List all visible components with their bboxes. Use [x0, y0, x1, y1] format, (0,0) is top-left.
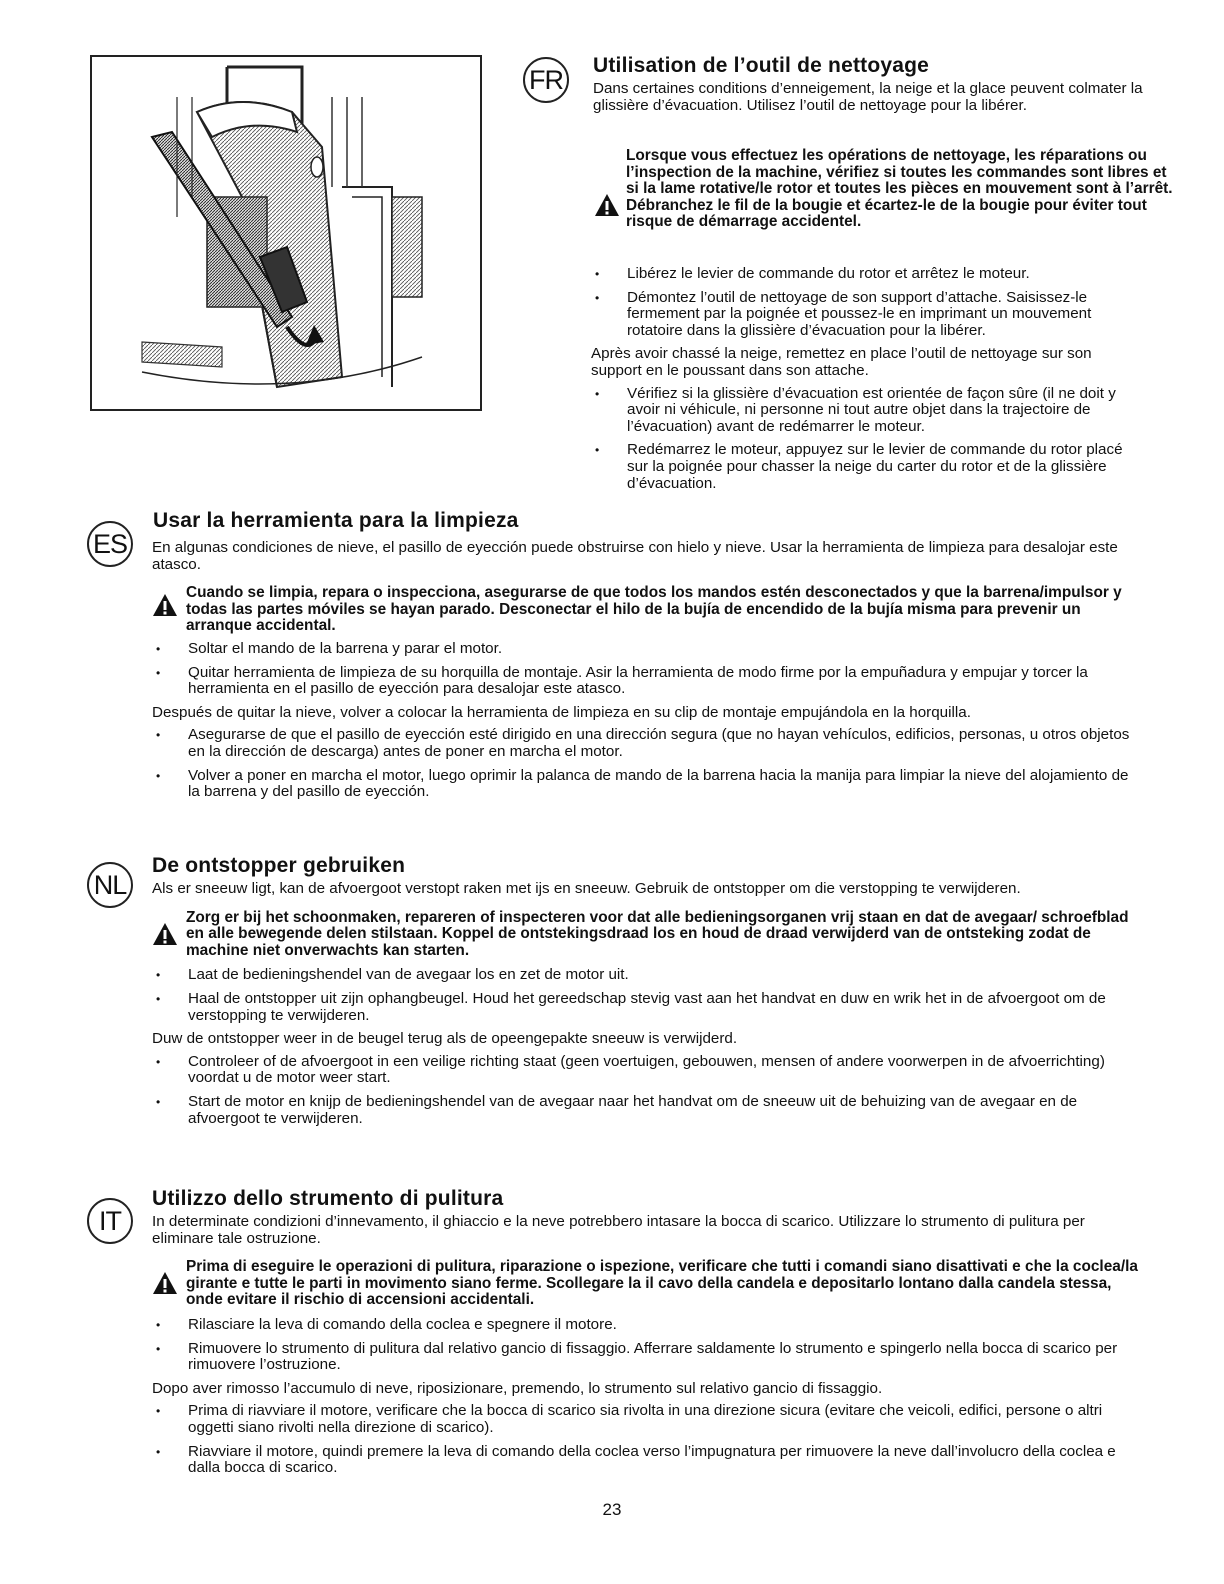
page-number: 23 — [602, 1500, 622, 1519]
list-item-text: Start de motor en knijp de bedieningshendel van de avegaar naar het handvat om de sneeuw uit de behuizing van de avegaar en de afvoergoot te verwijderen. — [188, 1092, 1078, 1127]
list-item: • Haal de ontstopper uit zijn ophangbeugel. Houd het gereedschap stevig vast aan het handvat en duw en wrik het in de afvoergoot om de verstopping te verwijderen. — [156, 989, 1106, 1024]
list-item-text: Laat de bedieningshendel van de avegaar los en zet de motor uit. — [188, 966, 629, 984]
list-item-text: Quitar herramienta de limpieza de su horquilla de montaje. Asir la herramienta de modo firme por la empuñadura y empujar y torcer la herramienta en el pasillo de eyección para desalojar este atasco. — [188, 663, 1088, 698]
section-title: Usar la herramienta para la limpieza — [153, 509, 519, 532]
section-middle: Duw de ontstopper weer in de beugel terug als de opeengepakte sneeuw is verwijderd. — [152, 1030, 738, 1048]
warning-icon — [152, 593, 178, 617]
warning-text: Lorsque vous effectuez les opérations de nettoyage, les réparations ou l’inspection de la machine, vérifiez si toutes les commandes sont libres et si la lame rotative/le rotor et toutes les pièces en mouvement sont à l’arrêt. Débranchez le fil de la bougie et écartez-le de la bougie pour éviter tout risque de démarrage accidentel. — [626, 147, 1173, 231]
section-fr — [593, 54, 1153, 114]
section-title: Utilisation de l’outil de nettoyage — [593, 54, 930, 77]
list-item: • Vérifiez si la glissière d’évacuation est orientée de façon sûre (il ne doit y avoir ni véhicule, ni personne ni tout autre objet dans la trajectoire de l’évacuation) avant de redémarrer le moteur. — [595, 384, 1116, 435]
list-item-text: Riavviare il motore, quindi premere la leva di comando della coclea verso l’impugnatura per rimuovere la neve dall’involucro della coclea e dalla bocca di scarico. — [188, 1442, 1116, 1477]
warning-text: Prima di eseguire le operazioni di pulitura, riparazione o ispezione, verificare che tutti i comandi siano disattivati e che la coclea/la girante e tutte le parti in movimento siano ferme. Scollegare la il cavo della candela e depositarlo lontano dalla candela stessa, onde evitare il rischio di accensioni accidentali. — [186, 1258, 1138, 1309]
list-item: • Redémarrez le moteur, appuyez sur le levier de commande du rotor placé sur la poignée pour chasser la neige du carter du rotor et de la glissière d’évacuation. — [595, 441, 1123, 492]
section-es — [152, 540, 1144, 808]
language-badge-it — [87, 1198, 133, 1244]
list-item: • Démontez l’outil de nettoyage de son support d’attache. Saisissez-le fermement par la poignée et poussez-le en imprimant un mouvement rotatoire dans la glissière d’évacuation pour la libérer. — [595, 288, 1092, 339]
snow-thrower-chute-drawing — [92, 57, 480, 409]
list-item-text: Volver a poner en marcha el motor, luego oprimir la palanca de mando de la barrena hacia la manija para limpiar la nieve del alojamiento de la barrena y del pasillo de eyección. — [188, 766, 1129, 801]
list-item: • Soltar el mando de la barrena y parar el motor. — [156, 639, 503, 657]
section-intro: En algunas condiciones de nieve, el pasillo de eyección puede obstruirse con hielo y nieve. Usar la herramienta de limpieza para desalojar este atasco. — [152, 539, 1118, 573]
language-badge-nl — [87, 862, 133, 908]
language-badge-es — [87, 521, 133, 567]
warning-text: Zorg er bij het schoonmaken, repareren of inspecteren voor dat alle bedieningsorganen vrij staan en dat de avegaar/ schroefblad en alle bewegende delen stilstaan. Koppel de ontstekingsdraad los en houd de draad verwijderd van de ontsteking zodat de machine niet onverwachts kan starten. — [186, 908, 1129, 959]
section-title: Utilizzo dello strumento di pulitura — [152, 1187, 504, 1210]
list-item: • Quitar herramienta de limpieza de su horquilla de montaje. Asir la herramienta de modo firme por la empuñadura y empujar y torcer la herramienta en el pasillo de eyección para desalojar este atasco. — [156, 663, 1088, 698]
list-item-text: Libérez le levier de commande du rotor et arrêtez le moteur. — [627, 265, 1030, 282]
list-item: • Controleer of de afvoergoot in een veilige richting staat (geen voertuigen, gebouwen, mensen of andere voorwerpen in de afvoerrichting) voordat u de motor weer start. — [156, 1052, 1105, 1087]
section-middle: Después de quitar la nieve, volver a colocar la herramienta de limpieza en su clip de montaje empujándola en la horquilla. — [152, 703, 971, 721]
warning-it — [152, 1259, 1144, 1309]
warning-icon — [152, 1271, 178, 1295]
list-item-text: Rimuovere lo strumento di pulitura dal relativo gancio di fissaggio. Afferrare saldamente lo strumento e spingerlo nella bocca di scarico per rimuovere l’ostruzione. — [188, 1339, 1118, 1374]
list-item-text: Démontez l’outil de nettoyage de son support d’attache. Saisissez-le fermement par la poignée et poussez-le en imprimant un mouvement rotatoire dans la glissière d’évacuation pour la libérer. — [627, 288, 1092, 339]
list-item-text: Redémarrez le moteur, appuyez sur le levier de commande du rotor placé sur la poignée pour chasser la neige du carter du rotor et de la glissière d’évacuation. — [627, 441, 1123, 492]
badge-label: IT — [99, 1205, 121, 1236]
badge-label: FR — [529, 64, 563, 95]
list-item-text: Soltar el mando de la barrena y parar el motor. — [188, 639, 503, 657]
cleanout-tool-illustration — [90, 55, 482, 411]
badge-label: ES — [92, 528, 128, 559]
warning-nl — [152, 910, 1144, 960]
section-nl — [152, 854, 1144, 1134]
list-item-text: Prima di riavviare il motore, verificare che la bocca di scarico sia rivolta in una direzione sicura (evitare che veicoli, edifici, persone o altri oggetti siano rivolti nella direzione di scarico). — [188, 1402, 1103, 1436]
badge-label: NL — [93, 869, 127, 900]
list-item: • Riavviare il motore, quindi premere la leva di comando della coclea verso l’impugnatura per rimuovere la neve dall’involucro della coclea e dalla bocca di scarico. — [156, 1442, 1116, 1477]
section-title: De ontstopper gebruiken — [152, 854, 406, 877]
list-item-text: Rilasciare la leva di comando della coclea e spegnere il motore. — [188, 1315, 617, 1333]
list-item: • Libérez le levier de commande du rotor et arrêtez le moteur. — [595, 265, 1030, 282]
list-item-text: Controleer of de afvoergoot in een veilige richting staat (geen voertuigen, gebouwen, mensen of andere voorwerpen in de afvoerrichting) voordat u de motor weer start. — [188, 1052, 1105, 1087]
section-intro: In determinate condizioni d’innevamento, il ghiaccio e la neve potrebbero intasare la bocca di scarico. Utilizzare lo strumento di pulitura per eliminare tale ostruzione. — [152, 1213, 1085, 1247]
warning-es — [152, 585, 1144, 635]
section-intro: Dans certaines conditions d’enneigement, la neige et la glace peuvent colmater la glissière d’évacuation. Utilisez l’outil de nettoyage pour la libérer. — [593, 80, 1143, 114]
list-item: • Laat de bedieningshendel van de avegaar los en zet de motor uit. — [156, 966, 629, 984]
section-it — [152, 1187, 1144, 1484]
list-item: • Rimuovere lo strumento di pulitura dal relativo gancio di fissaggio. Afferrare saldamente lo strumento e spingerlo nella bocca di scarico per rimuovere l’ostruzione. — [156, 1339, 1118, 1374]
list-item: • Start de motor en knijp de bedieningshendel van de avegaar naar het handvat om de sneeuw uit de behuizing van de avegaar en de afvoergoot te verwijderen. — [156, 1092, 1078, 1127]
list-item: • Prima di riavviare il motore, verificare che la bocca di scarico sia rivolta in una direzione sicura (evitare che veicoli, edifici, persone o altri oggetti siano rivolti nella direzione di scarico). — [156, 1402, 1103, 1436]
section-middle: Après avoir chassé la neige, remettez en place l’outil de nettoyage sur son support en le poussant dans son attache. — [591, 345, 1092, 379]
list-item-text: Haal de ontstopper uit zijn ophangbeugel. Houd het gereedschap stevig vast aan het handvat en duw en wrik het in de afvoergoot om de verstopping te verwijderen. — [188, 989, 1106, 1024]
warning-icon — [594, 193, 620, 217]
warning-icon — [152, 922, 178, 946]
list-item: • Rilasciare la leva di comando della coclea e spegnere il motore. — [156, 1315, 617, 1333]
language-badge-fr — [523, 57, 569, 103]
list-item-text: Vérifiez si la glissière d’évacuation est orientée de façon sûre (il ne doit y avoir ni véhicule, ni personne ni tout autre objet dans la trajectoire de l’évacuation) avant de redémarrer le moteur. — [627, 384, 1116, 435]
list-item-text: Asegurarse de que el pasillo de eyección esté dirigido en una dirección segura (que no hayan vehículos, edificios, personas, u otros objetos en la dirección de descarga) antes de poner en marcha el motor. — [188, 726, 1130, 760]
section-intro: Als er sneeuw ligt, kan de afvoergoot verstopt raken met ijs en sneeuw. Gebruik de ontstopper om die verstopping te verwijderen. — [152, 880, 1021, 897]
list-item: • Volver a poner en marcha el motor, luego oprimir la palanca de mando de la barrena hacia la manija para limpiar la nieve del alojamiento de la barrena y del pasillo de eyección. — [156, 766, 1129, 801]
list-item: • Asegurarse de que el pasillo de eyección esté dirigido en una dirección segura (que no hayan vehículos, edificios, personas, u otros objetos en la dirección de descarga) antes de poner en marcha el motor. — [156, 726, 1130, 760]
section-es-heading — [153, 509, 573, 533]
warning-text: Cuando se limpia, repara o inspecciona, asegurarse de que todos los mandos estén desconectados y que la barrena/impulsor y todas las partes móviles se hayan parado. Desconectar el hilo de la bujía de encendido de la bujía misma para prevenir un arranque accidental. — [186, 584, 1122, 635]
section-fr-steps — [591, 262, 1144, 499]
warning-fr — [592, 148, 1176, 231]
section-middle: Dopo aver rimosso l’accumulo di neve, riposizionare, premendo, lo strumento sul relativo gancio di fissaggio. — [152, 1379, 883, 1397]
